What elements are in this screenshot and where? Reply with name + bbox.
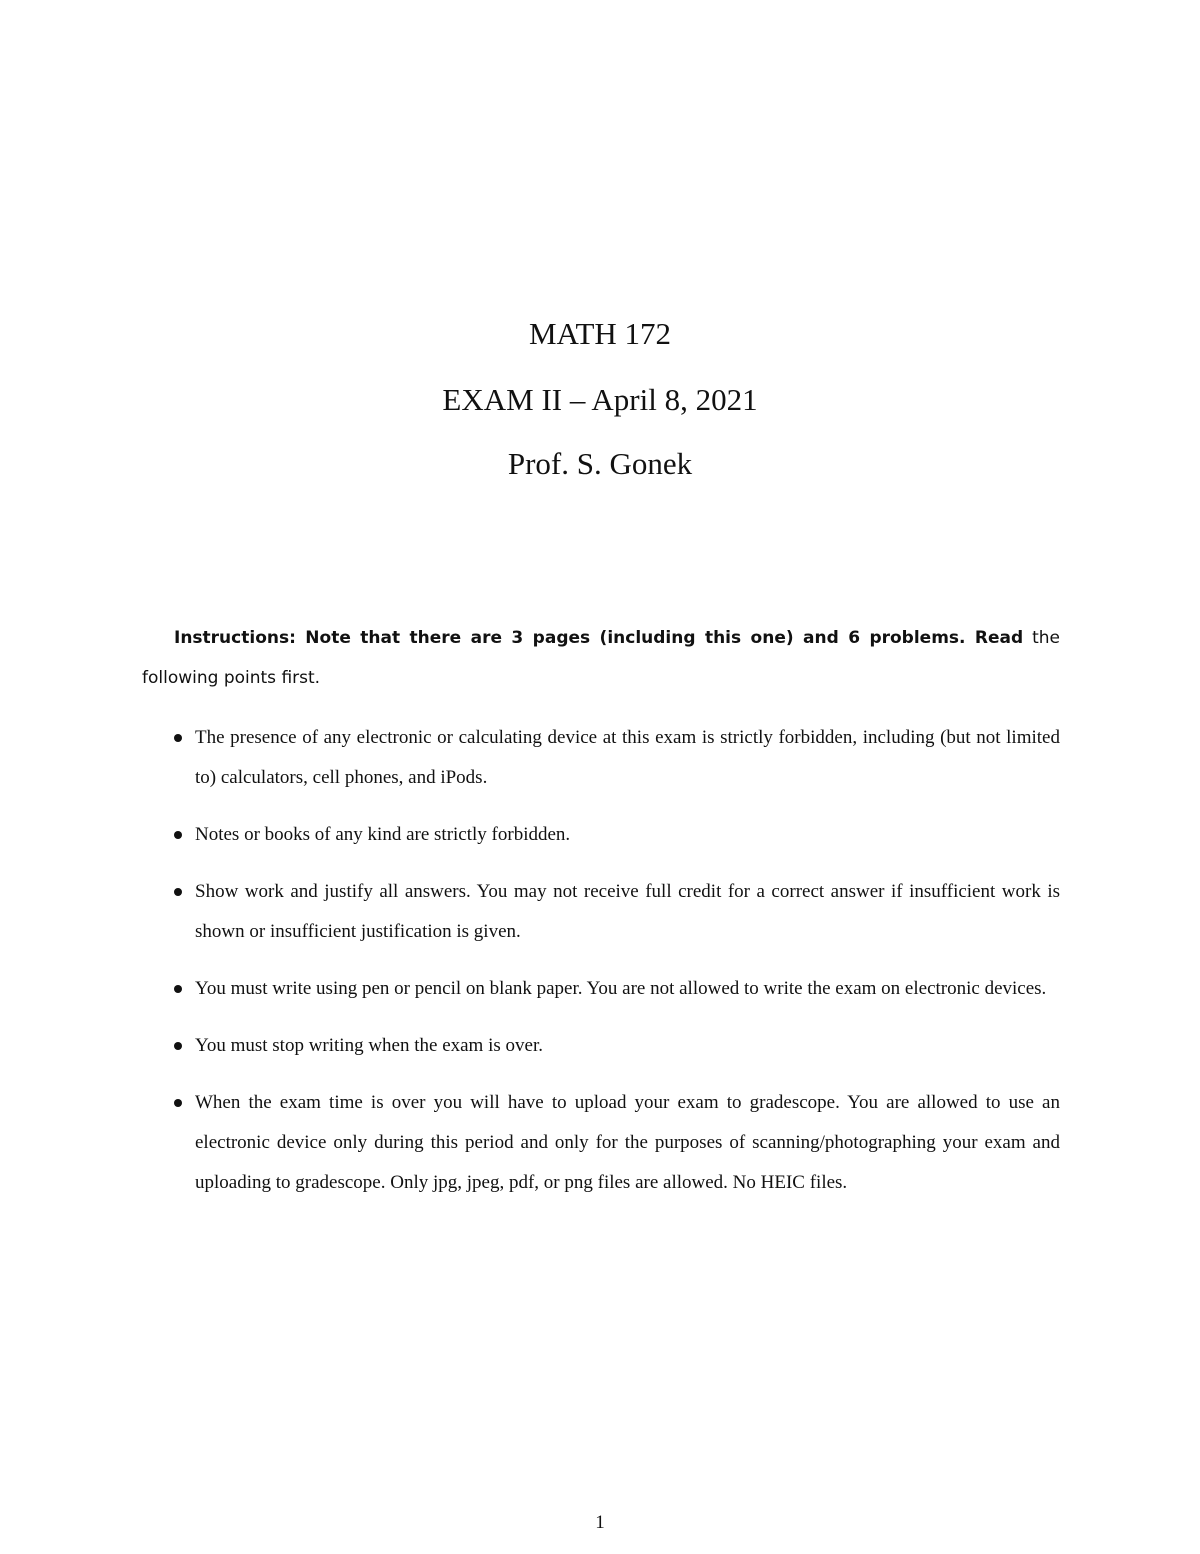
page-number: 1: [595, 1512, 605, 1533]
rule-text: Show work and justify all answers. You may not receive full credit for a correct answer if insufficient work is shown or insufficient justification is given.: [195, 881, 1060, 942]
list-item: [142, 815, 1060, 855]
rule-text: The presence of any electronic or calculating device at this exam is strictly forbidden, including (but not limited to) calculators, cell phones, and iPods.: [195, 727, 1060, 788]
bullet-icon: [174, 831, 182, 839]
professor-name: Prof. S. Gonek: [507, 446, 693, 481]
rule-text: Notes or books of any kind are strictly forbidden.: [195, 824, 571, 845]
rules-list: [142, 718, 1060, 1220]
bullet-icon: [174, 1042, 182, 1050]
course-title: MATH 172: [528, 316, 672, 351]
exam-title: EXAM II – April 8, 2021: [442, 382, 758, 417]
list-item: [142, 969, 1060, 1009]
rule-text: When the exam time is over you will have to upload your exam to gradescope. You are allowed to use an electronic device only during this period and only for the purposes of scanning/photographing your exam and uploading to gradescope. Only jpg, jpeg, pdf, or png files are allowed. No HEIC files.: [195, 1092, 1060, 1193]
list-item: [142, 1083, 1060, 1203]
bullet-icon: [174, 734, 182, 742]
list-item: [142, 872, 1060, 952]
rule-text: You must stop writing when the exam is over.: [195, 1035, 543, 1056]
bullet-icon: [174, 985, 182, 993]
instructions-read-word: Read: [974, 628, 1024, 648]
bullet-icon: [174, 888, 182, 896]
instructions-lead: Instructions: Note that there are 3 pages (including this one) and 6 problems.: [174, 628, 966, 648]
list-item: [142, 1026, 1060, 1066]
rule-text: You must write using pen or pencil on blank paper. You are not allowed to write the exam on electronic devices.: [195, 978, 1047, 999]
bullet-icon: [174, 1099, 182, 1107]
instructions-paragraph: [142, 618, 1060, 698]
instructions-read-rest: the following points first.: [142, 628, 1060, 688]
list-item: [142, 718, 1060, 798]
